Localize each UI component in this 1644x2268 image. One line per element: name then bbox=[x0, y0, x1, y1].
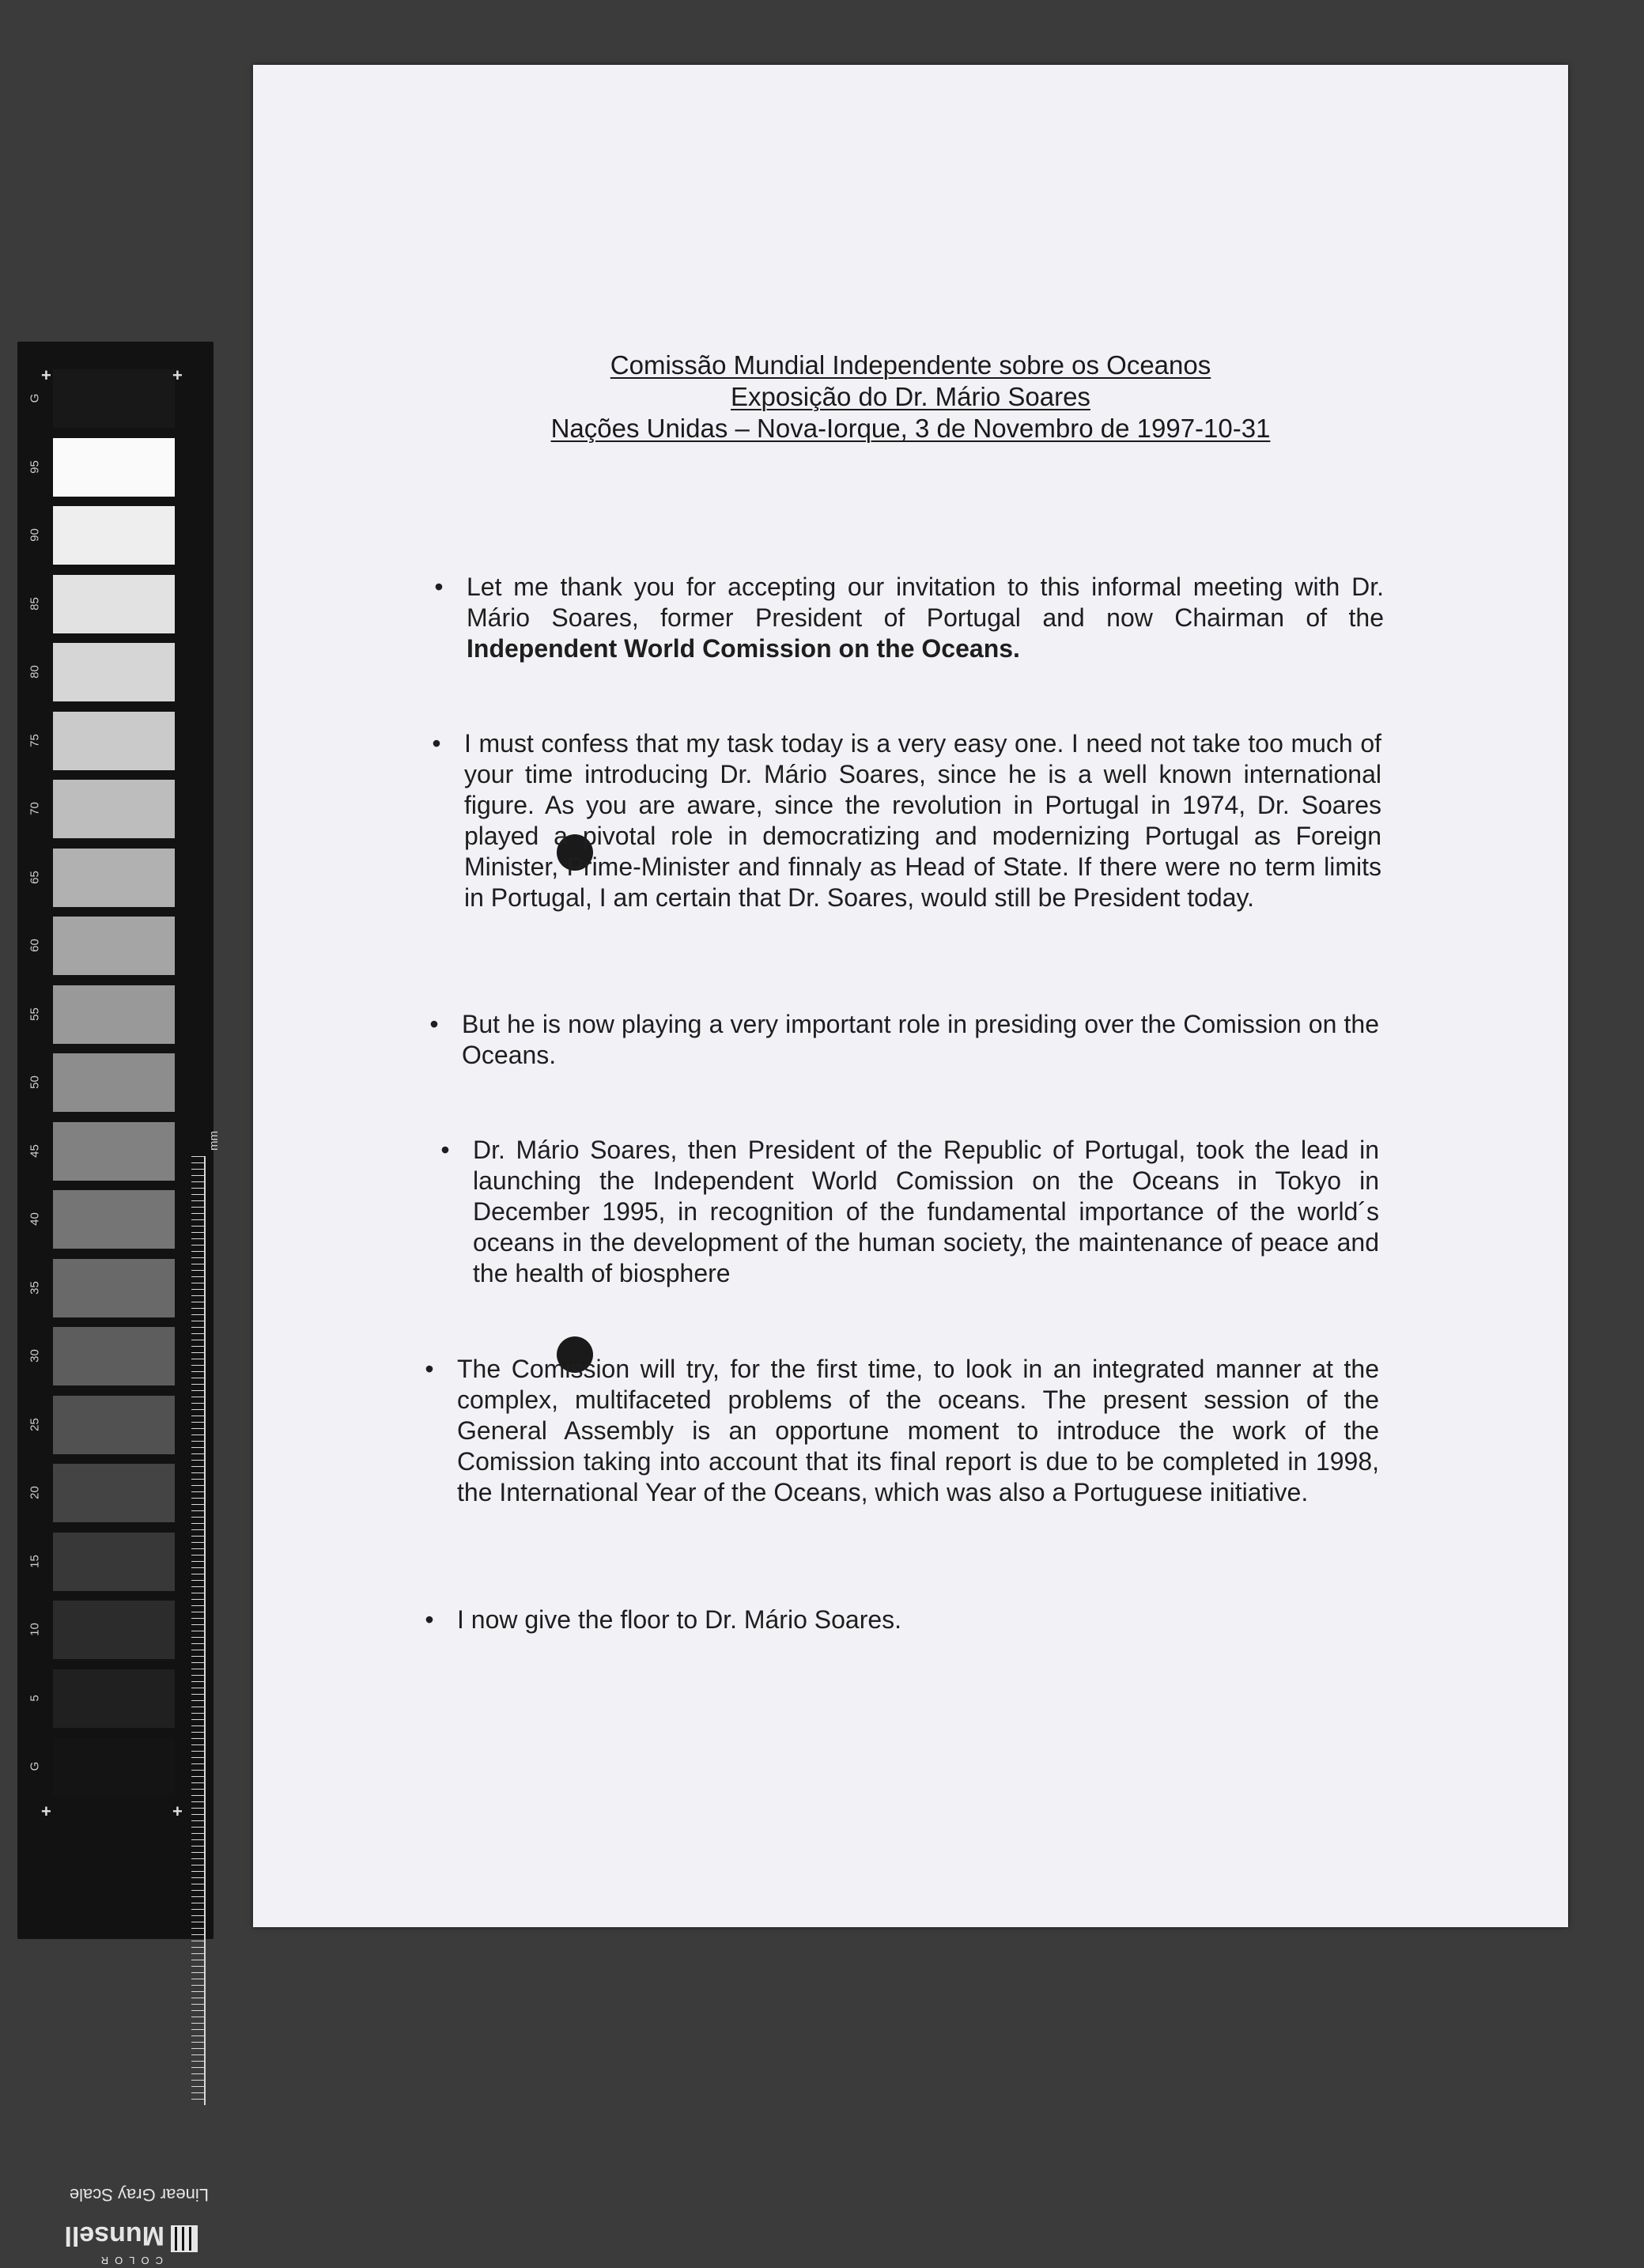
gray-swatch bbox=[53, 1601, 175, 1659]
gray-scale-label: 90 bbox=[28, 528, 42, 542]
ruler-unit: mm bbox=[207, 1131, 221, 1151]
gray-swatch bbox=[53, 1737, 175, 1796]
header-line-3: Nações Unidas – Nova-Iorque, 3 de Novembro de 1997-10-31 bbox=[550, 414, 1271, 443]
gray-scale-label: 80 bbox=[28, 665, 42, 679]
gray-scale-card bbox=[17, 342, 221, 2266]
document-header bbox=[253, 350, 1568, 444]
gray-swatch bbox=[53, 712, 175, 770]
gray-swatch bbox=[53, 643, 175, 701]
gray-scale-label: 40 bbox=[28, 1212, 42, 1226]
plus-mark-tr: + bbox=[172, 365, 183, 385]
gray-scale-label: 55 bbox=[28, 1007, 42, 1021]
bullet-dot: • bbox=[425, 1355, 434, 1383]
scale-name: Linear Gray Scale bbox=[69, 2185, 209, 2205]
gray-swatch bbox=[53, 1259, 175, 1317]
gray-swatch bbox=[53, 1464, 175, 1522]
gray-scale-label: 25 bbox=[28, 1417, 42, 1431]
bullet-paragraph-4 bbox=[440, 1135, 1379, 1289]
header-line-1: Comissão Mundial Independente sobre os Oceanos bbox=[610, 350, 1211, 380]
gray-scale-label: G bbox=[28, 393, 42, 403]
gray-swatch bbox=[53, 1053, 175, 1112]
bullet-text: I must confess that my task today is a very easy one. I need not take too much of your time introducing Dr. Mário Soares, since he is a well known international figure. As you are aware, since the revolution in Portugal in 1974, Dr. Soares played a pivotal role in democratizing and modernizing Portugal as Foreign Minister, Prime-Minister and finnaly as Head of State. If there were no term limits in Portugal, I am certain that Dr. Soares, would still be President today. bbox=[464, 729, 1381, 912]
gray-swatch bbox=[53, 506, 175, 565]
bullet-paragraph-2 bbox=[432, 728, 1381, 913]
bullet-paragraph-3 bbox=[429, 1009, 1379, 1071]
bullet-dot: • bbox=[440, 1136, 450, 1164]
gray-swatch bbox=[53, 1669, 175, 1728]
gray-swatch bbox=[53, 369, 175, 428]
gray-swatch bbox=[53, 438, 175, 497]
munsell-name: Munsell bbox=[64, 2221, 164, 2251]
gray-scale-label: 50 bbox=[28, 1075, 42, 1089]
gray-scale-label: G bbox=[28, 1761, 42, 1771]
gray-swatch bbox=[53, 1327, 175, 1385]
header-line-2: Exposição do Dr. Mário Soares bbox=[731, 382, 1090, 411]
bullet-text: The Comission will try, for the first time, to look in an integrated manner at the complex, multifaceted problems of the oceans. The present session of the General Assembly is an opportune moment to introduce the work of the Comission taking into account that its final report is due to be completed in 1998, the International Year of the Oceans, which was also a Portuguese initiative. bbox=[457, 1355, 1379, 1506]
bullet-text: But he is now playing a very important role in presiding over the Comission on the Oceans. bbox=[462, 1010, 1379, 1069]
gray-swatch bbox=[53, 1190, 175, 1249]
munsell-logo-icon bbox=[171, 2225, 198, 2252]
plus-mark-br: + bbox=[172, 1801, 183, 1821]
gray-scale-label: 65 bbox=[28, 870, 42, 884]
gray-scale-label: 30 bbox=[28, 1349, 42, 1363]
gray-scale-label: 15 bbox=[28, 1554, 42, 1568]
bullet-dot: • bbox=[425, 1605, 434, 1634]
bullet-dot: • bbox=[434, 573, 444, 601]
bullet-text: I now give the floor to Dr. Mário Soares. bbox=[457, 1605, 902, 1634]
gray-scale-label: 60 bbox=[28, 939, 42, 952]
gray-scale-label: 5 bbox=[28, 1694, 42, 1702]
plus-mark-tl: + bbox=[41, 365, 51, 385]
munsell-logo bbox=[66, 2221, 201, 2268]
gray-scale-label: 20 bbox=[28, 1486, 42, 1499]
gray-swatch bbox=[53, 780, 175, 838]
plus-mark-bl: + bbox=[41, 1801, 51, 1821]
gray-swatch bbox=[53, 917, 175, 975]
bullet-text: Let me thank you for accepting our invitation to this informal meeting with Dr. Mário Soares, former President of Portugal and now Chairman of the bbox=[467, 573, 1384, 632]
gray-scale-label: 35 bbox=[28, 1280, 42, 1295]
gray-swatch bbox=[53, 1533, 175, 1591]
bullet-dot: • bbox=[432, 729, 441, 758]
gray-scale-label: 85 bbox=[28, 596, 42, 610]
bullet-bold-text: Independent World Comission on the Oceans bbox=[467, 634, 1014, 663]
gray-swatch bbox=[53, 849, 175, 907]
munsell-sub: COLOR bbox=[94, 2255, 163, 2266]
bullet-paragraph-1 bbox=[434, 572, 1384, 664]
bullet-text-end: . bbox=[1013, 634, 1020, 663]
gray-swatch bbox=[53, 575, 175, 633]
gray-scale-label: 75 bbox=[28, 733, 42, 747]
gray-swatch bbox=[53, 1396, 175, 1454]
gray-swatch bbox=[53, 1122, 175, 1181]
bullet-dot: • bbox=[429, 1010, 439, 1038]
gray-scale-label: 10 bbox=[28, 1623, 42, 1636]
gray-swatch bbox=[53, 985, 175, 1044]
gray-scale-label: 95 bbox=[28, 459, 42, 474]
gray-scale-label: 45 bbox=[28, 1143, 42, 1158]
bullet-text: Dr. Mário Soares, then President of the Republic of Portugal, took the lead in launching the Independent World Comission on the Oceans in Tokyo in December 1995, in recognition of the fundamental importance of the world´s oceans in the development of the human society, the maintenance of peace and the health of biosphere bbox=[473, 1136, 1379, 1287]
bullet-paragraph-5 bbox=[425, 1354, 1379, 1508]
gray-scale-label: 70 bbox=[28, 802, 42, 815]
document-page bbox=[253, 65, 1568, 1927]
bullet-paragraph-6 bbox=[425, 1605, 1379, 1635]
mm-ruler-edge bbox=[204, 1156, 206, 2105]
